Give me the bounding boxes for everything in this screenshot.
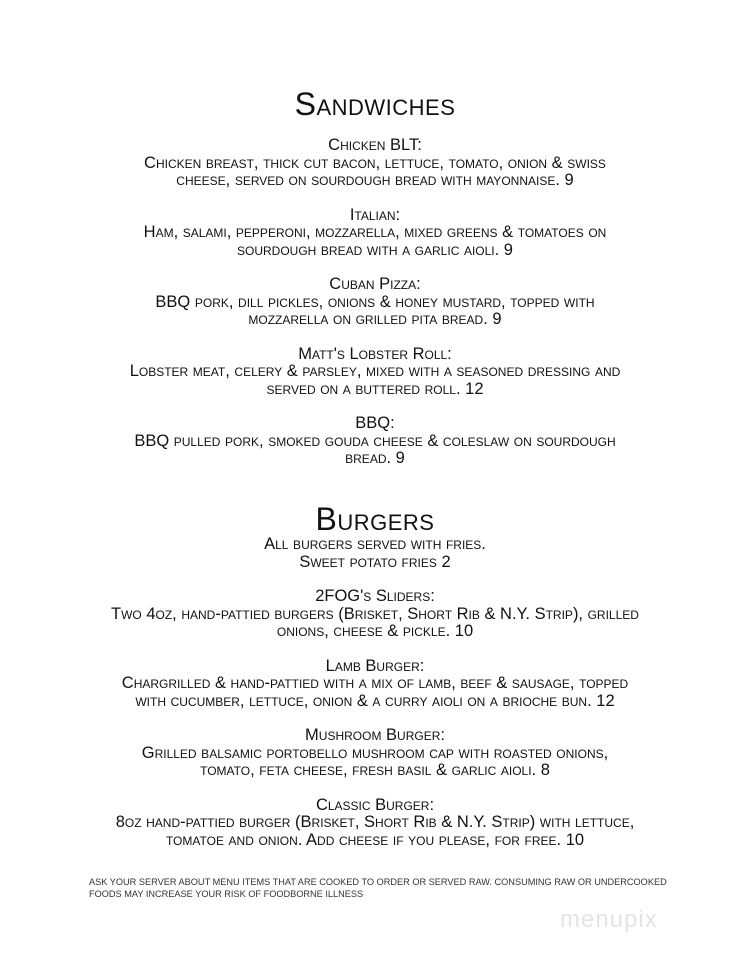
menu-item — [0, 346, 750, 399]
description-text: sourdough bread with a garlic aioli. — [237, 240, 500, 259]
menu-item-description — [0, 693, 750, 711]
menu-item-name: Chicken BLT: — [328, 136, 422, 154]
menu-item-description — [0, 433, 750, 451]
description-text: with cucumber, lettuce, onion & a curry aioli on a brioche bun. — [135, 691, 592, 710]
description-text: tomato, feta cheese, fresh basil & garlic aioli. — [200, 761, 537, 779]
description-text: mozzarella on grilled pita bread. — [248, 310, 488, 328]
menu-item-description — [0, 381, 750, 399]
menu-item-price: 9 — [395, 449, 405, 467]
menu-item-description — [0, 311, 750, 329]
menu-item-description — [0, 675, 750, 693]
menu-item-price: 10 — [565, 830, 585, 849]
sandwiches-section — [0, 137, 750, 485]
menu-item-name: Classic Burger: — [315, 795, 435, 814]
description-text: bread. — [345, 449, 392, 467]
side-price: 2 — [441, 552, 451, 571]
description-text: BBQ pork, dill pickles, onions & honey mustard, topped with — [155, 292, 595, 311]
description-text: Two 4oz, hand-pattied burgers (Brisket, Short Rib & N.Y. Strip), grilled — [111, 604, 639, 623]
menu-item-price: 9 — [492, 310, 502, 328]
description-text: Ham, salami, pepperoni, mozzarella, mixed greens & tomatoes on — [143, 223, 607, 241]
menu-item-name: Mushroom Burger: — [305, 726, 445, 744]
sandwiches-heading: Sandwiches — [294, 86, 456, 122]
description-text: BBQ pulled pork, smoked gouda cheese & coleslaw on sourdough — [134, 431, 616, 450]
menu-item-description — [0, 363, 750, 381]
menu-item-price: 9 — [503, 240, 513, 259]
disclaimer-line-2: FOODS MAY INCREASE YOUR RISK OF FOODBORNE ILLNESS — [89, 888, 364, 899]
menu-item-description — [0, 450, 750, 468]
description-text: tomatoe and onion. Add cheese if you please, for free. — [165, 830, 562, 849]
menu-item-description — [0, 814, 750, 832]
description-text: Chicken breast, thick cut bacon, lettuce, tomato, onion & swiss — [144, 153, 606, 172]
menu-item — [0, 588, 750, 641]
menu-item — [0, 207, 750, 260]
menu-item-description — [0, 745, 750, 763]
menu-item-price: 8 — [540, 761, 550, 779]
menu-item — [0, 137, 750, 190]
menu-item — [0, 658, 750, 711]
menu-item — [0, 797, 750, 850]
burgers-heading: Burgers — [315, 501, 435, 537]
menu-item-description — [0, 242, 750, 260]
menu-item — [0, 727, 750, 780]
description-text: onions, cheese & pickle. — [276, 622, 451, 640]
menu-item-name: BBQ: — [355, 414, 395, 432]
menu-item-name: Matt's Lobster Roll: — [298, 344, 452, 363]
disclaimer-line-1: ASK YOUR SERVER ABOUT MENU ITEMS THAT ARE COOKED TO ORDER OR SERVED RAW. CONSUMING RAW OR UNDERCOOKED — [89, 877, 667, 887]
description-text: Chargrilled & hand-pattied with a mix of lamb, beef & sausage, topped — [121, 674, 629, 692]
menu-item-price: 12 — [465, 379, 484, 398]
side-item — [0, 554, 750, 572]
side-name: Sweet potato fries — [299, 552, 437, 571]
menu-item — [0, 276, 750, 329]
menu-item-description — [0, 623, 750, 641]
burgers-intro — [0, 536, 750, 571]
food-safety-disclaimer — [89, 877, 667, 900]
burgers-section — [0, 588, 750, 866]
menu-item-description — [0, 606, 750, 624]
menu-item-description — [0, 832, 750, 850]
menu-item-name: Lamb Burger: — [325, 656, 425, 675]
description-text: Grilled balsamic portobello mushroom cap with roasted onions, — [141, 743, 609, 762]
menu-item-description — [0, 224, 750, 242]
menu-item-description — [0, 762, 750, 780]
menu-item-name: Cuban Pizza: — [329, 275, 421, 293]
burgers-note: All burgers served with fries. — [264, 535, 486, 553]
description-text: cheese, served on sourdough bread with mayonnaise. — [176, 171, 560, 189]
menu-item-description — [0, 172, 750, 190]
description-text: Lobster meat, celery & parsley, mixed with a seasoned dressing and — [129, 362, 621, 380]
menu-item-price: 10 — [454, 622, 474, 640]
menu-item-name: 2FOG's Sliders: — [315, 587, 435, 605]
description-text: 8oz hand-pattied burger (Brisket, Short Rib & N.Y. Strip) with lettuce, — [115, 813, 635, 831]
menu-item — [0, 415, 750, 468]
menu-item-description — [0, 155, 750, 173]
watermark: menupix — [560, 906, 658, 933]
menu-item-name: Italian: — [349, 205, 401, 224]
menu-item-price: 12 — [596, 691, 615, 710]
menu-item-price: 9 — [564, 171, 574, 189]
description-text: served on a buttered roll. — [266, 379, 461, 398]
menu-item-description — [0, 294, 750, 312]
